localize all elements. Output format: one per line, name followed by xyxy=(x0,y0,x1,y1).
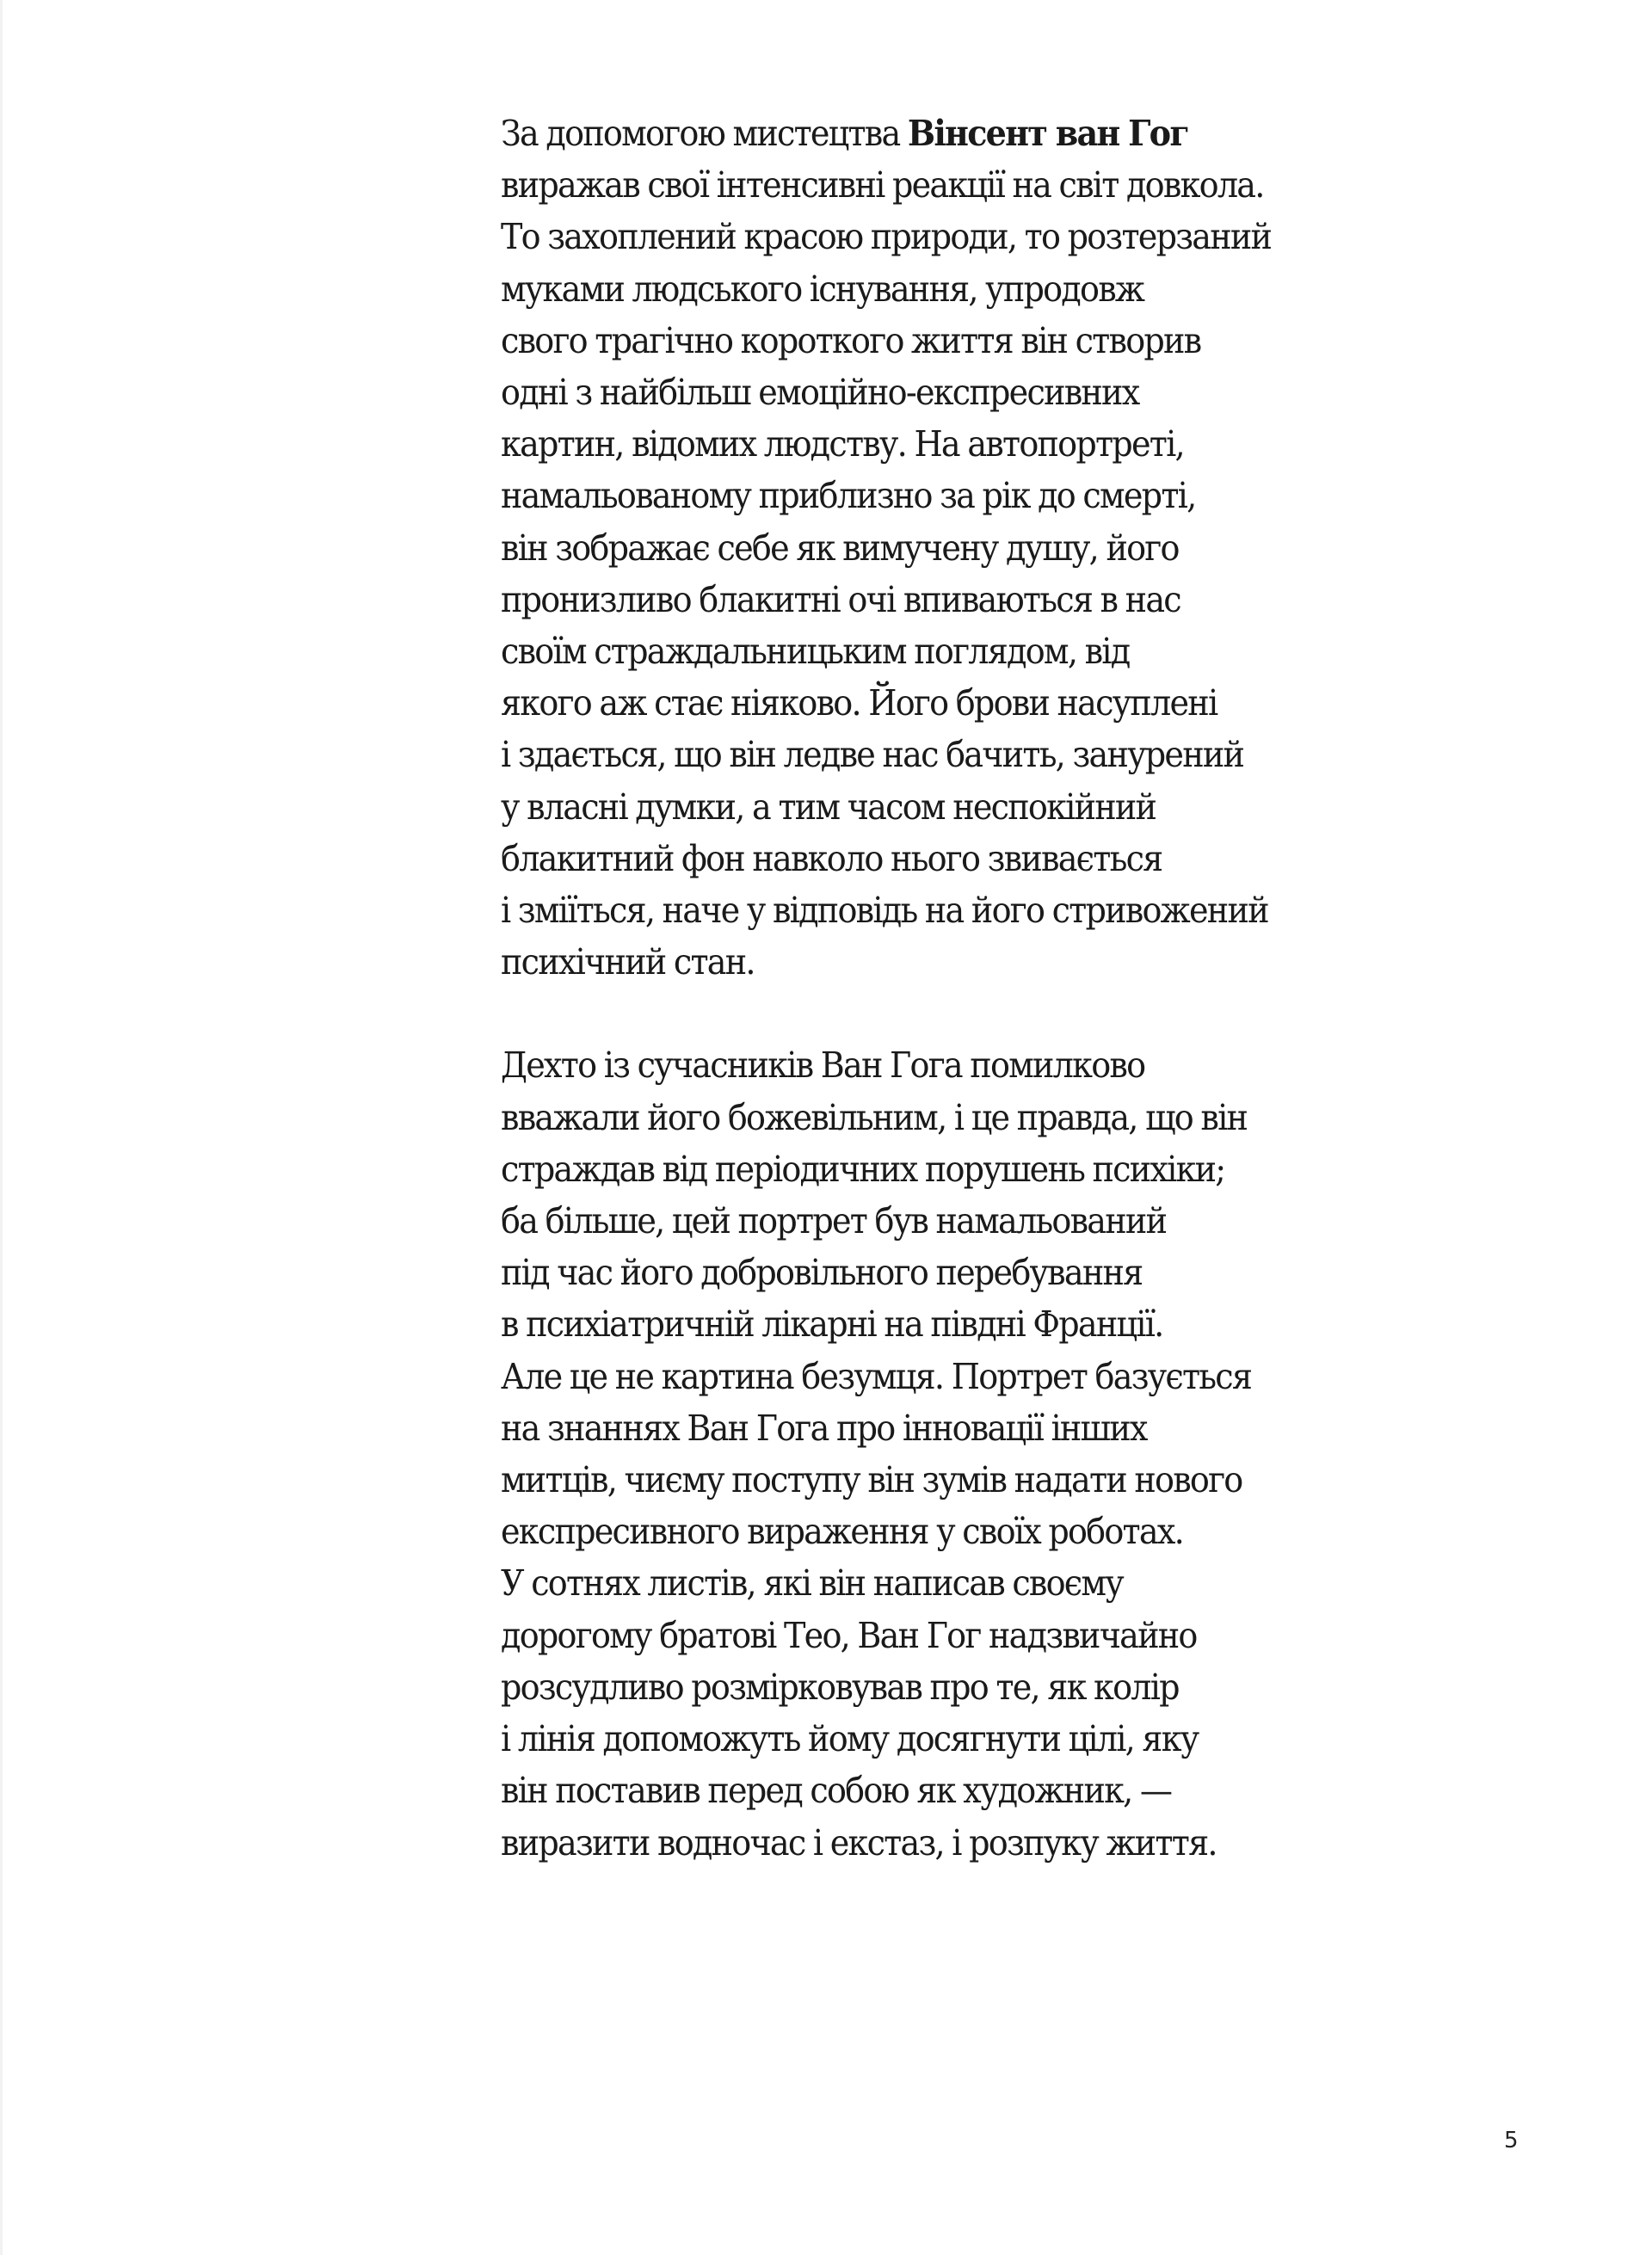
paragraph-1 xyxy=(501,108,1533,988)
body-text xyxy=(501,108,1533,1869)
text-line: експресивного вираження у своїх роботах. xyxy=(501,1511,1183,1553)
text-line xyxy=(501,108,1461,159)
text-line: митців, чиєму поступу він зумів надати нового xyxy=(501,1459,1242,1501)
text-line: виразити водночас і екстаз, і розпуку життя. xyxy=(501,1821,1217,1864)
page-edge-shadow xyxy=(0,0,3,2255)
text-line: намальованому приблизно за рік до смерті, xyxy=(501,475,1196,517)
text-line: Але це не картина безумця. Портрет базується xyxy=(501,1355,1252,1397)
text-line: муками людського існування, упродовж xyxy=(501,268,1144,310)
text-line: картин, відомих людству. На автопортреті, xyxy=(501,423,1184,465)
text-line: у власні думки, а тим часом неспокійний xyxy=(501,786,1156,828)
text-line: на знаннях Ван Гога про інновації інших xyxy=(501,1407,1147,1449)
text-line: він поставив перед собою як художник, — xyxy=(501,1770,1172,1812)
text-line: своїм страждальницьким поглядом, від xyxy=(501,631,1130,673)
text-line: розсудливо розмірковував про те, як колір xyxy=(501,1666,1179,1708)
text-line: і здається, що він ледве нас бачить, занурений xyxy=(501,734,1244,776)
text-line: і зміїться, наче у відповідь на його стривожений xyxy=(501,890,1268,932)
text-line: страждав від періодичних порушень психіки; xyxy=(501,1148,1225,1190)
text-line: блакитний фон навколо нього звивається xyxy=(501,837,1162,879)
text-line: і лінія допоможуть йому досягнути цілі, яку xyxy=(501,1718,1199,1760)
text-line: Дехто із сучасників Ван Гога помилково xyxy=(501,1044,1145,1087)
text-line: То захоплений красою природи, то розтерзаний xyxy=(501,216,1272,258)
text-line: свого трагічно короткого життя він створив xyxy=(501,319,1201,361)
page-number: 5 xyxy=(1504,2128,1519,2153)
text-line: ба більше, цей портрет був намальований xyxy=(501,1200,1167,1242)
text-line: в психіатричній лікарні на півдні Франції. xyxy=(501,1303,1163,1346)
text-line: якого аж стає ніяково. Його брови насуплені xyxy=(501,682,1217,724)
artist-name-bold: Вінсент ван Гог xyxy=(907,113,1188,154)
text-line: пронизливо блакитні очі впиваються в нас xyxy=(501,578,1180,620)
text-line: виражав свої інтенсивні реакції на світ довкола. xyxy=(501,164,1264,206)
text-line: він зображає себе як вимучену душу, його xyxy=(501,527,1179,569)
paragraph-2 xyxy=(501,1039,1533,1868)
text-line: вважали його божевільним, і це правда, що він xyxy=(501,1096,1248,1138)
text-line: психічний стан. xyxy=(501,941,755,983)
text-line: дорогому братові Тео, Ван Гог надзвичайно xyxy=(501,1614,1197,1656)
text-line: одні з найбільш емоційно-експресивних xyxy=(501,372,1139,414)
text-line: під час його добровільного перебування xyxy=(501,1252,1143,1294)
text-line: У сотнях листів, які він написав своєму xyxy=(501,1562,1123,1605)
text-line-lead: За допомогою мистецтва xyxy=(501,113,908,154)
